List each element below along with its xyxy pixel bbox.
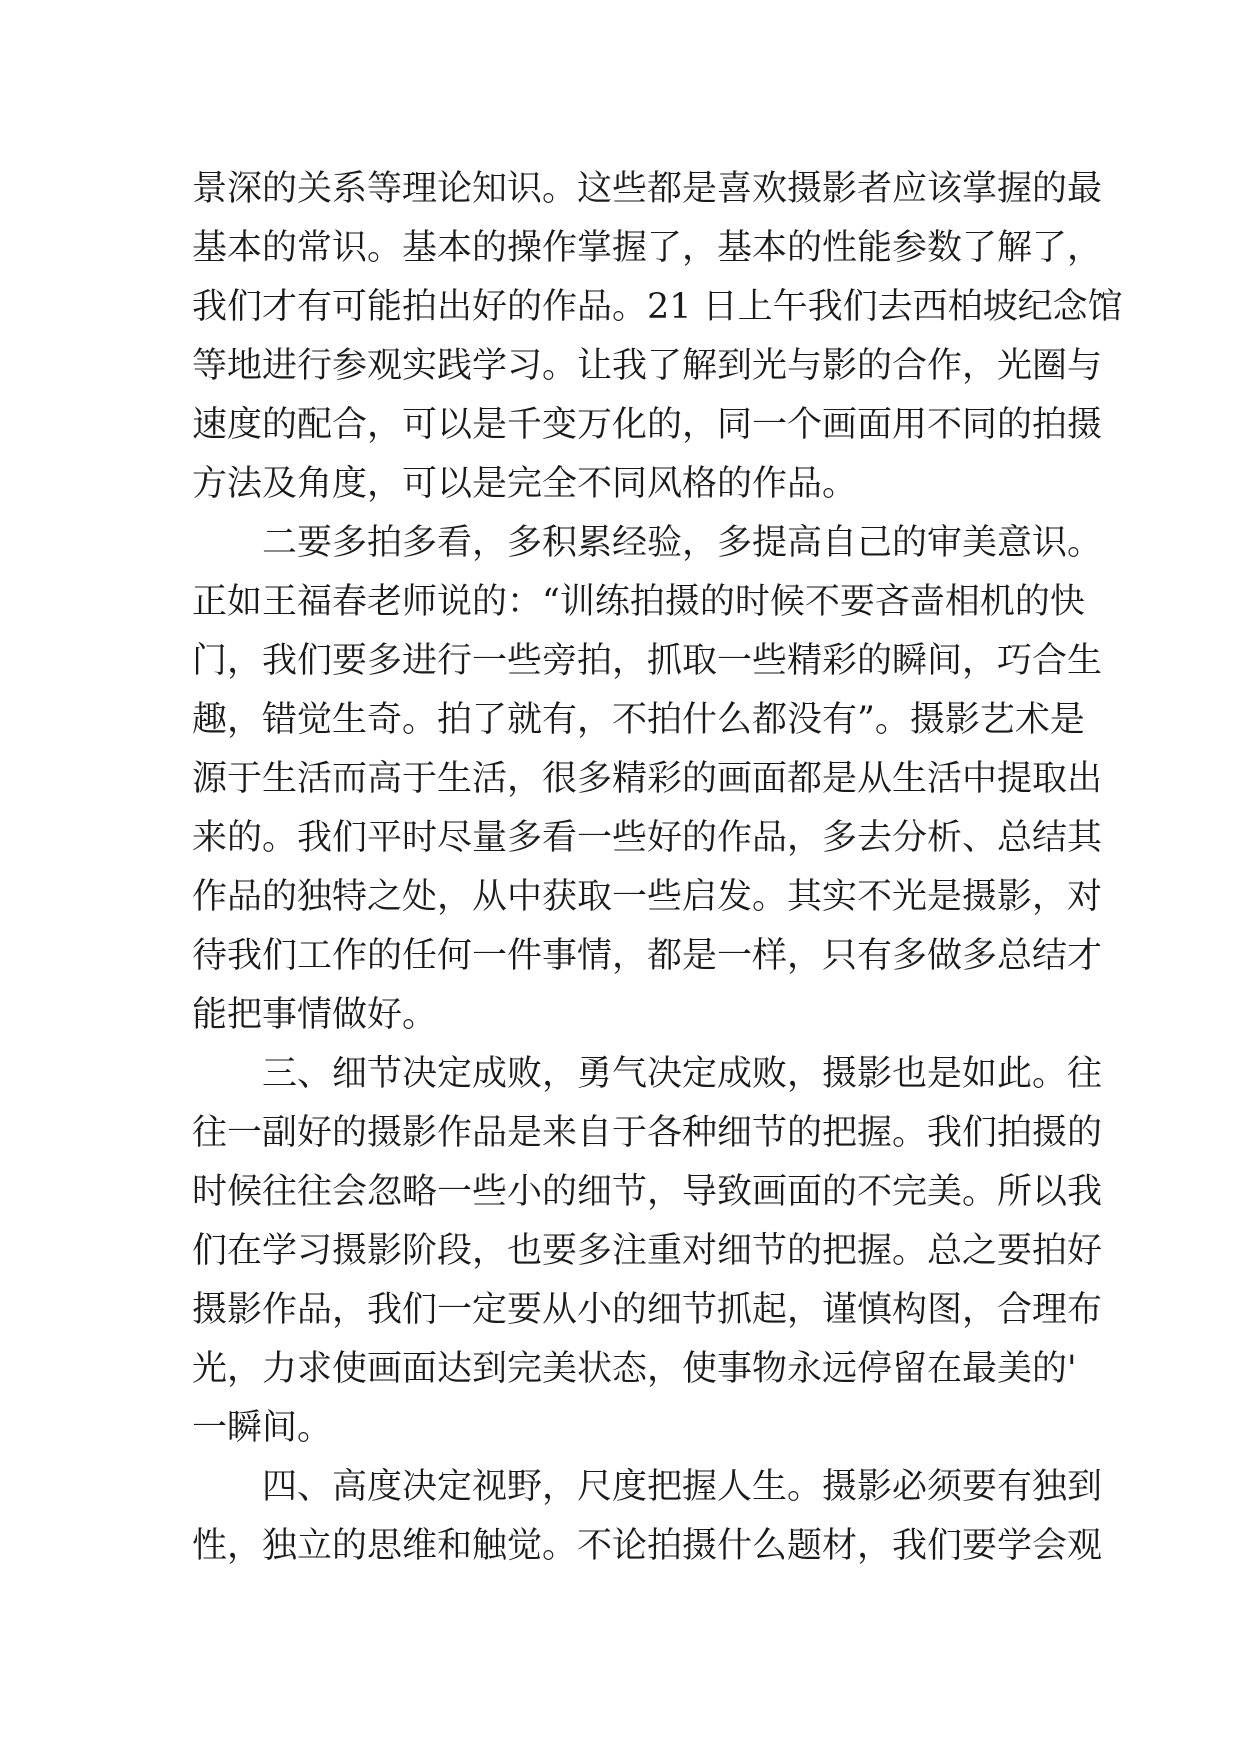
text-line: 待我们工作的任何一件事情，都是一样，只有多做多总结才 [192, 936, 1103, 976]
text-line: 景深的关系等理论知识。这些都是喜欢摄影者应该掌握的最 [192, 169, 1103, 209]
text-line: 正如王福春老师说的：“训练拍摄的时候不要吝啬相机的快 [192, 582, 1085, 622]
text-line: 一瞬间。 [192, 1408, 333, 1448]
text-line: 性，独立的思维和触觉。不论拍摄什么题材，我们要学会观 [192, 1526, 1103, 1566]
text-line: 速度的配合，可以是千变万化的，同一个画面用不同的拍摄 [192, 405, 1103, 445]
paragraph [192, 514, 1103, 1045]
text-line: 们在学习摄影阶段，也要多注重对细节的把握。总之要拍好 [192, 1231, 1103, 1271]
text-line: 三、细节决定成败，勇气决定成败，摄影也是如此。往 [262, 1054, 1103, 1094]
text-line: 能把事情做好。 [192, 995, 438, 1035]
text-line: 等地进行参观实践学习。让我了解到光与影的合作，光圈与 [192, 346, 1103, 386]
text-line: 源于生活而高于生活，很多精彩的画面都是从生活中提取出 [192, 759, 1103, 799]
text-line: 往一副好的摄影作品是来自于各种细节的把握。我们拍摄的 [192, 1113, 1103, 1153]
paragraph [192, 160, 1123, 514]
text-line: 光，力求使画面达到完美状态，使事物永远停留在最美的' [192, 1349, 1077, 1389]
text-line: 方法及角度，可以是完全不同风格的作品。 [192, 464, 858, 504]
text-line: 作品的独特之处，从中获取一些启发。其实不光是摄影，对 [192, 877, 1103, 917]
text-line: 时候往往会忽略一些小的细节，导致画面的不完美。所以我 [192, 1172, 1103, 1212]
text-line: 基本的常识。基本的操作掌握了，基本的性能参数了解了， [192, 228, 1103, 268]
text-line: 来的。我们平时尽量多看一些好的作品，多去分析、总结其 [192, 818, 1103, 858]
text-line: 四、高度决定视野，尺度把握人生。摄影必须要有独到 [262, 1467, 1103, 1507]
text-line: 门，我们要多进行一些旁拍，抓取一些精彩的瞬间，巧合生 [192, 641, 1103, 681]
body-text [192, 160, 1123, 1576]
paragraph [192, 1458, 1103, 1576]
paragraph [192, 1045, 1103, 1458]
text-line: 二要多拍多看，多积累经验，多提高自己的审美意识。 [262, 523, 1103, 563]
text-line: 趣，错觉生奇。拍了就有，不拍什么都没有”。摄影艺术是 [192, 700, 1085, 740]
text-line: 我们才有可能拍出好的作品。21 日上午我们去西柏坡纪念馆 [192, 287, 1123, 327]
text-line: 摄影作品，我们一定要从小的细节抓起，谨慎构图，合理布 [192, 1290, 1103, 1330]
